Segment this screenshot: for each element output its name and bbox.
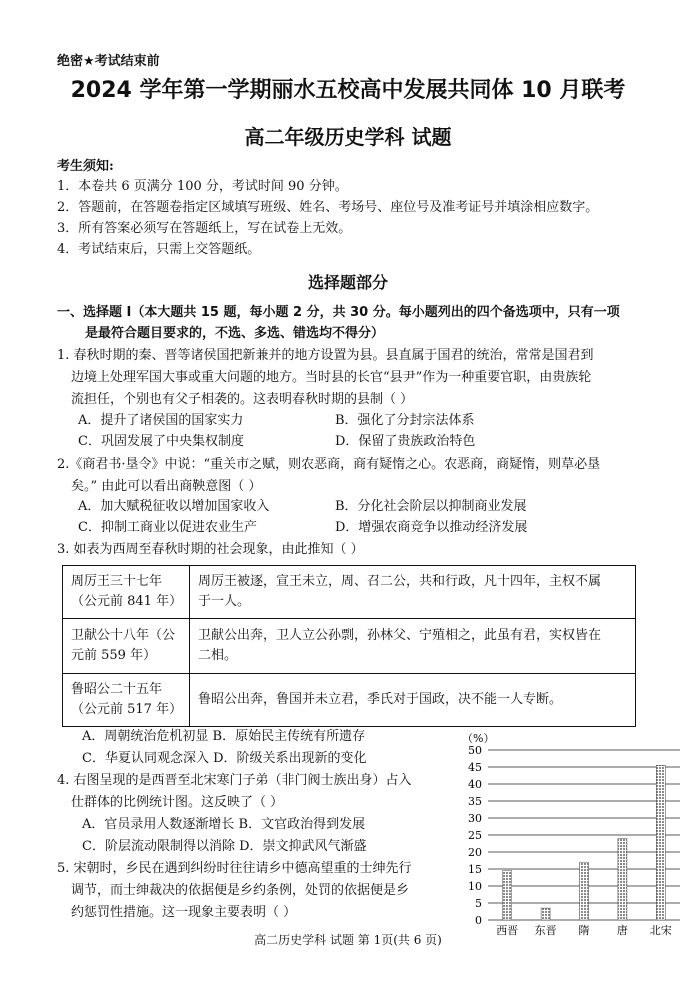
- question-4-stem: 4. 右图呈现的是西晋至北宋寒门子弟（非门阀士族出身）占入: [57, 773, 412, 788]
- confidential-mark: 绝密★考试结束前: [57, 54, 160, 69]
- question-2-stem: 2.《商君书·垦令》中说：“重关市之赋，则农恶商，商有疑惰之心。农恶商，商疑惰，则草必垦: [57, 457, 601, 472]
- q3-options: C．华夏认同观念深入 D．阶级关系出现新的变化: [82, 751, 367, 766]
- notice-item: 3．所有答案必须写在答题纸上，写在试卷上无效。: [57, 221, 352, 236]
- q1-option-b: B．强化了分封宗法体系: [335, 413, 475, 428]
- table-cell-time: 鲁昭公二十五年 （公元前 517 年）: [63, 674, 190, 727]
- bar-2: [580, 862, 589, 920]
- question-3-stem: 3. 如表为西周至春秋时期的社会现象，由此推知（ ）: [57, 542, 364, 557]
- y-tick-label: 15: [468, 863, 482, 876]
- q1-option-d: D．保留了贵族政治特色: [335, 434, 476, 449]
- y-tick-label: 10: [468, 880, 482, 893]
- question-1-stem: 1. 春秋时期的秦、晋等诸侯国把新兼并的地方设置为县。县直属于国君的统治，常常是国君到: [57, 348, 594, 363]
- x-tick-label: 唐: [616, 924, 628, 937]
- q3-options: A．周朝统治危机初显 B．原始民主传统有所遗存: [82, 729, 366, 744]
- y-tick-label: 5: [475, 897, 482, 910]
- y-tick-label: 35: [468, 795, 482, 808]
- y-tick-label: 40: [468, 778, 482, 791]
- q1-option-c: C．巩固发展了中央集权制度: [78, 434, 244, 449]
- bar-4: [656, 765, 665, 920]
- q2-option-c: C．抑制工商业以促进农业生产: [78, 520, 257, 535]
- x-tick-label: 隋: [578, 924, 590, 937]
- question-1-stem: 边境上处理军国大事或重大问题的地方。当时县的长官“县尹”作为一种重要官职，由贵族轮: [71, 370, 592, 385]
- q2-option-a: A．加大赋税征收以增加国家收入: [78, 499, 270, 514]
- question-5-stem: 约惩罚性措施。这一现象主要表明（ ）: [71, 905, 297, 920]
- y-tick-label: 0: [475, 914, 482, 927]
- x-tick-label: 西晋: [496, 924, 519, 937]
- y-tick-label: 45: [468, 761, 482, 774]
- table-cell-time: 周厉王三十七年 （公元前 841 年）: [63, 566, 190, 619]
- y-axis-label: （%）: [462, 732, 495, 745]
- table-cell-event: 周厉王被逐，宣王未立，周、召二公，共和行政，凡十四年，主权不属 于一人。: [190, 566, 636, 619]
- table-cell-event: 鲁昭公出奔，鲁国并未立君，季氏对于国政，决不能一人专断。: [190, 674, 636, 727]
- table-cell-event: 卫献公出奔，卫人立公孙剽，孙林父、宁殖相之，此虽有君，实权皆在 二相。: [190, 619, 636, 674]
- bar-1: [541, 908, 550, 920]
- bar-0: [503, 871, 512, 920]
- notice-item: 1．本卷共 6 页满分 100 分，考试时间 90 分钟。: [57, 179, 348, 194]
- exam-subtitle: 高二年级历史学科 试题: [244, 125, 452, 149]
- bar-3: [618, 838, 627, 920]
- bar-chart: [440, 728, 690, 938]
- part-instructions: 是最符合题目要求的，不选、多选、错选均不得分）: [85, 326, 385, 341]
- page-footer: 高二历史学科 试题 第 1页(共 6 页): [254, 933, 442, 947]
- notice-heading: 考生须知:: [57, 159, 114, 174]
- table-row: [63, 566, 636, 619]
- y-tick-label: 20: [468, 846, 482, 859]
- q1-option-a: A．提升了诸侯国的国家实力: [78, 413, 244, 428]
- table-row: [63, 674, 636, 727]
- y-tick-label: 50: [468, 744, 482, 757]
- q2-option-b: B．分化社会阶层以抑制商业发展: [335, 499, 527, 514]
- history-table: [62, 565, 636, 727]
- y-tick-label: 25: [468, 829, 482, 842]
- question-1-stem: 流担任，个别也有父子相袭的。这表明春秋时期的县制（ ）: [71, 392, 414, 407]
- question-5-stem: 调节，而士绅裁决的依据便是乡约条例，处罚的依据便是乡: [71, 883, 410, 898]
- question-4-stem: 仕群体的比例统计图。这反映了（ ）: [71, 795, 284, 810]
- q4-options: C．阶层流动限制得以消除 D．崇文抑武风气渐盛: [82, 839, 367, 854]
- exam-title: 2024 学年第一学期丽水五校高中发展共同体 10 月联考: [70, 78, 626, 103]
- x-tick-label: 北宋: [649, 924, 672, 937]
- notice-item: 2．答题前，在答题卷指定区域填写班级、姓名、考场号、座位号及准考证号并填涂相应数字。: [57, 200, 599, 215]
- table-row: [63, 619, 636, 674]
- q4-options: A．官员录用人数逐渐增长 B．文官政治得到发展: [82, 817, 366, 832]
- x-tick-label: 东晋: [534, 924, 557, 937]
- q2-option-d: D．增强农商竞争以推动经济发展: [335, 520, 528, 535]
- y-tick-label: 30: [468, 812, 482, 825]
- section-title: 选择题部分: [307, 273, 388, 292]
- part-instructions: 一、选择题 I（本大题共 15 题，每小题 2 分，共 30 分。每小题列出的四个备选项中，只有一项: [57, 305, 620, 320]
- question-5-stem: 5. 宋朝时，乡民在遇到纠纷时往往请乡中德高望重的士绅先行: [57, 861, 412, 876]
- table-cell-time: 卫献公十八年（公 元前 559 年）: [63, 619, 190, 674]
- question-2-stem: 矣。” 由此可以看出商鞅意图（ ）: [71, 479, 262, 494]
- notice-item: 4．考试结束后，只需上交答题纸。: [57, 242, 261, 257]
